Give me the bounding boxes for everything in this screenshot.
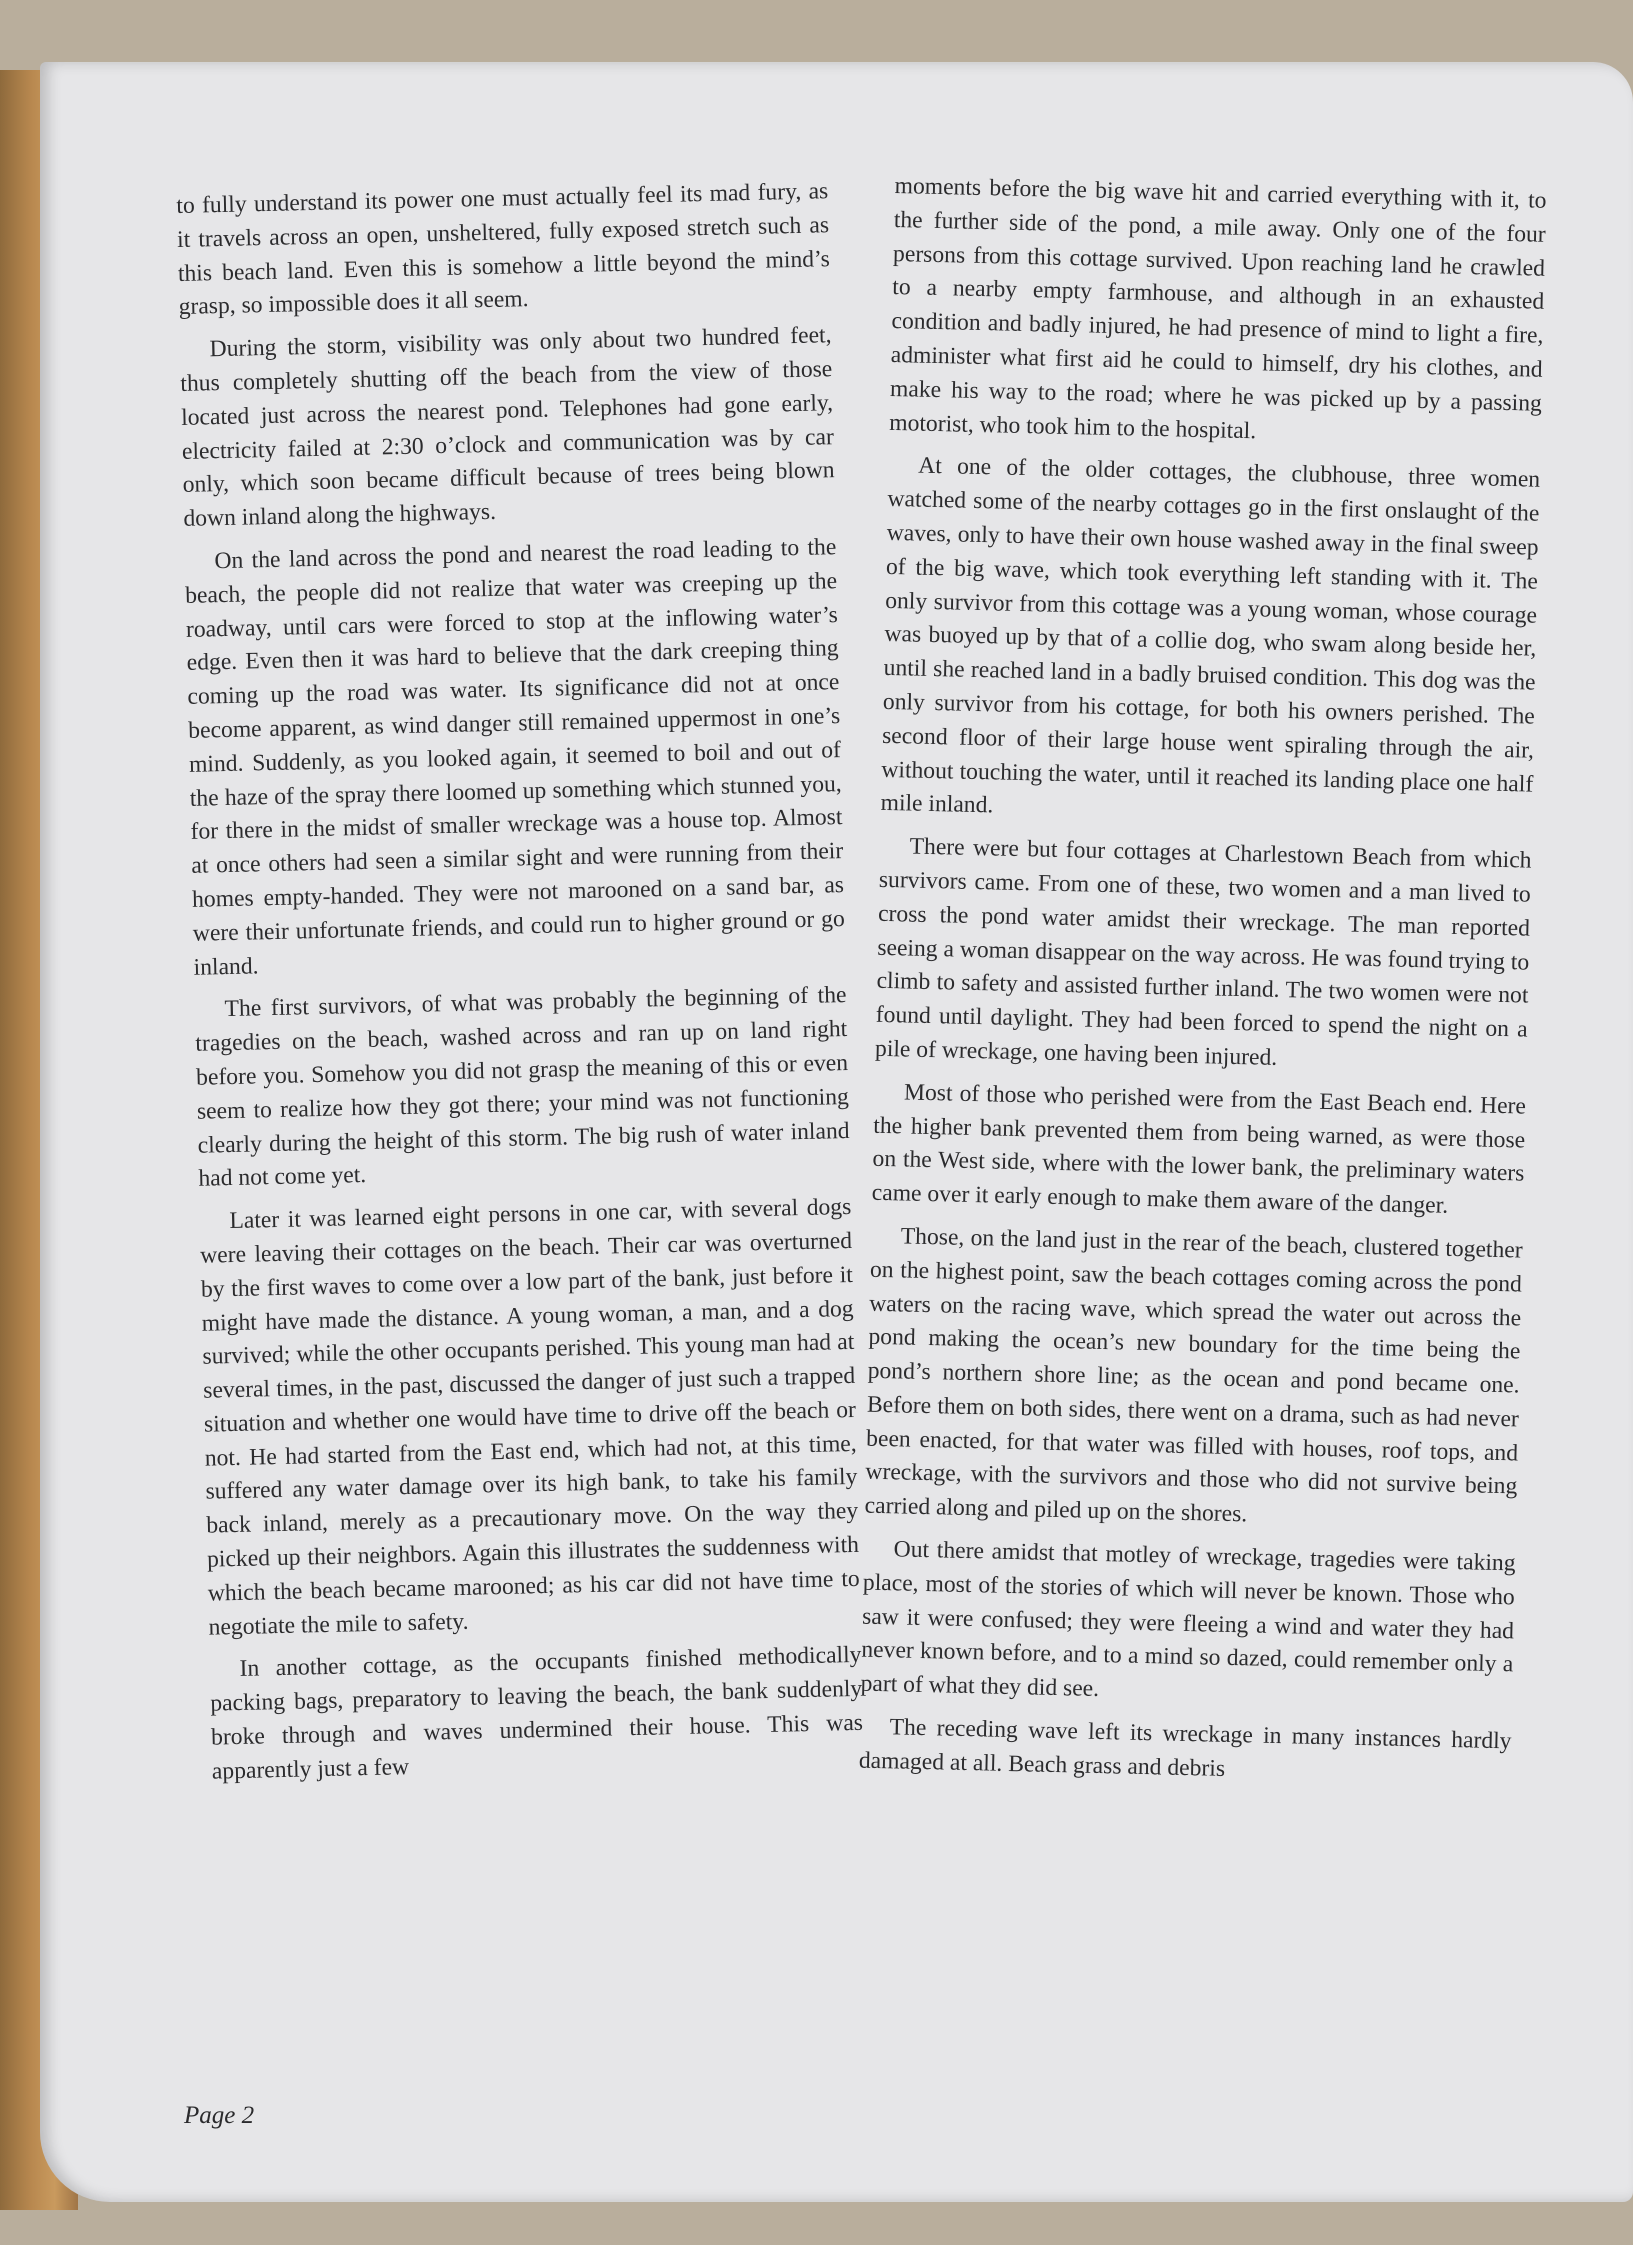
paragraph: In another cottage, as the occupants finished methodically packing bags, preparatory to leaving the beach, the bank suddenly broke through and waves undermined their house. This was apparently just a few — [210, 1642, 864, 1785]
paragraph: The receding wave left its wreckage in many instances hardly damaged at all. Beach grass and debris — [858, 1714, 1512, 1782]
right-text-column — [858, 170, 1547, 1802]
paragraph: The first survivors, of what was probably the beginning of the tragedies on the beach, washed across and ran up on land right before you. Somehow you did not grasp the meaning of this or even seem to realize how they got there; your mind was not functioning clearly during the height of this storm. The big rush of water inland had not come yet. — [195, 982, 850, 1193]
paragraph: During the storm, visibility was only about two hundred feet, thus completely shutting off the beach from the view of those located just across the nearest pond. Telephones had gone early, electricity failed at 2:30 o’clock and communication was by car only, which soon became difficult because of trees being blown down inland along the highways. — [180, 322, 835, 533]
paragraph: At one of the older cottages, the clubhouse, three women watched some of the nearby cottages go in the first onslaught of the waves, only to have their own house washed away in the final sweep of the big wave, which took everything left standing with it. The only survivor from this cottage was a young woman, whose courage was buoyed up by that of a collie dog, who swam along beside her, until she reached land in a badly bruised condition. This dog was the only survivor from his cottage, for both his owners perished. The second floor of their large house went spiraling through the air, without touching the water, until it reached its landing place one half mile inland. — [880, 452, 1541, 819]
paragraph: to fully understand its power one must actually feel its mad fury, as it travels across an open, unsheltered, fully exposed stretch such as this beach land. Even this is somehow a little beyond the mind’s grasp, so impossible does it all seem. — [176, 178, 831, 321]
paragraph: On the land across the pond and nearest the road leading to the beach, the people did not realize that water was creeping up the roadway, until cars were forced to stop at the inflowing water’s edge. Even then it was hard to believe that the dark creeping thing coming up the road was water. Its significance did not at once become apparent, as wind danger still remained uppermost in one’s mind. Suddenly, as you looked again, it seemed to boil and out of the haze of the spray there loomed up something which stunned you, for there in the midst of smaller wreckage was a house top. Almost at once others had seen a similar sight and were running from their homes empty-handed. They were not marooned on a sand bar, as were their unfortunate friends, and could run to higher ground or go inland. — [184, 534, 846, 981]
page-number: Page 2 — [184, 2102, 255, 2129]
paragraph: Out there amidst that motley of wreckage, tragedies were taking place, most of the stories of which will never be known. Those who saw it were confused; they were fleeing a wind and water they had never known before, and to a mind so dazed, could remember only a part of what they did see. — [860, 1536, 1516, 1703]
left-text-column — [176, 175, 864, 1798]
paragraph: moments before the big wave hit and carried everything with it, to the further side of the pond, a mile away. Only one of the four persons from this cottage survived. Upon reaching land he crawled to a nearby empty farmhouse, and although in an exhausted condition and badly injured, he had presence of mind to light a fire, administer what first aid he could to himself, dry his clothes, and make his way to the road; where he was picked up by a passing motorist, who took him to the hospital. — [888, 172, 1547, 444]
paragraph: There were but four cottages at Charlestown Beach from which survivors came. From one of these, two women and a man lived to cross the pond water amidst their wreckage. The man reported seeing a woman disappear on the way across. He was found trying to climb to safety and assisted further inland. The two women were not found until daylight. They had been forced to spend the night on a pile of wreckage, one having been injured. — [874, 833, 1532, 1071]
paragraph: Most of those who perished were from the East Beach end. Here the higher bank prevented them from being warned, as were those on the West side, where with the lower bank, the preliminary waters came over it early enough to make them aware of the danger. — [871, 1079, 1527, 1219]
paragraph: Those, on the land just in the rear of the beach, clustered together on the highest point, saw the beach cottages coming across the pond waters on the racing wave, which spread the water out across the pond making the ocean’s new boundary for the time being the pond’s northern shore line; as the ocean and pond became one. Before them on both sides, there went on a drama, such as had never been enacted, for that water was filled with houses, roof tops, and wreckage, with the survivors and those who did not survive being carried along and piled up on the shores. — [864, 1223, 1523, 1528]
paragraph: Later it was learned eight persons in one car, with several dogs were leaving their cottages on the beach. Their car was overturned by the first waves to come over a low part of the bank, just before it might have made the distance. A young woman, a man, and a dog survived; while the other occupants perished. This young man had at several times, in the past, discussed the danger of just such a trapped situation and whether one would have time to drive off the beach or not. He had started from the East end, which had not, at this time, suffered any water damage over its high bank, to take his family back inland, merely as a precautionary move. On the way they picked up their neighbors. Again this illustrates the suddenness with which the beach became marooned; as his car did not have time to negotiate the mile to safety. — [199, 1194, 860, 1641]
